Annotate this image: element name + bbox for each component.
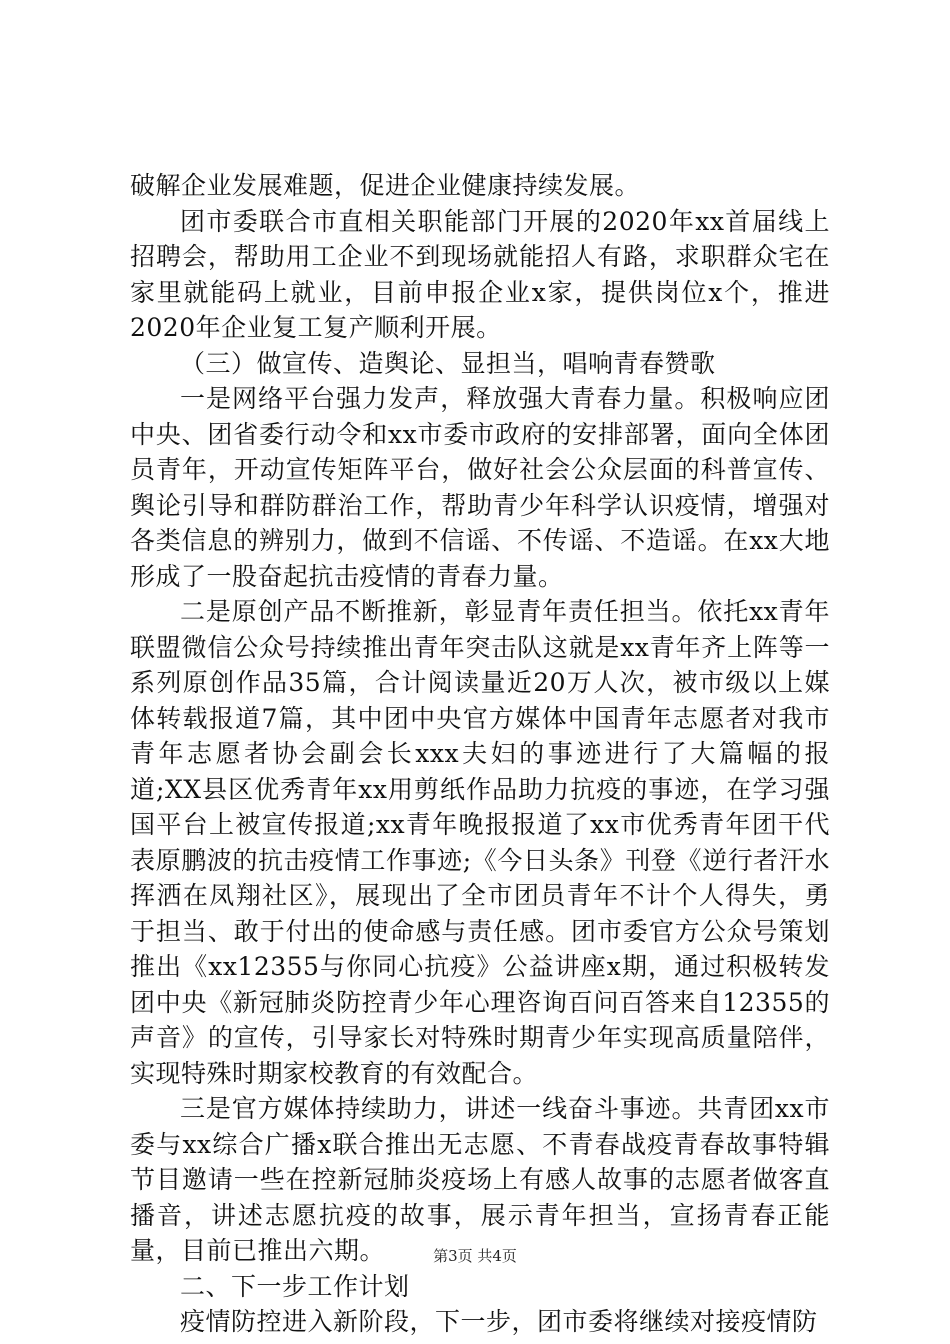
paragraph-5: 二是原创产品不断推新，彰显青年责任担当。依托xx青年联盟微信公众号持续推出青年突击队这就是xx青年齐上阵等一系列原创作品35篇，合计阅读量近20万人次，被市级以上媒体转载报道7篇，其中团中央官方媒体中国青年志愿者对我市青年志愿者协会副会长xxx夫妇的事迹进行了大篇幅的报道;XX县区优秀青年xx用剪纸作品助力抗疫的事迹，在学习强国平台上被宣传报道;xx青年晚报报道了xx市优秀青年团干代表原鹏波的抗击疫情工作事迹;《今日头条》刊登《逆行者汗水挥洒在凤翔社区》，展现出了全市团员青年不计个人得失，勇于担当、敢于付出的使命感与责任感。团市委官方公众号策划推出《xx12355与你同心抗疫》公益讲座x期，通过积极转发团中央《新冠肺炎防控青少年心理咨询百问百答来自12355的声音》的宣传，引导家长对特殊时期青少年实现高质量陪伴，实现特殊时期家校教育的有效配合。 xyxy=(130,597,830,1088)
section-heading-3: （三）做宣传、造舆论、显担当，唱响青春赞歌 xyxy=(180,348,716,378)
paragraph-2: 团市委联合市直相关职能部门开展的2020年xx首届线上招聘会，帮助用工企业不到现场就能招人有路，求职群众宅在家里就能码上就业，目前申报企业x家，提供岗位x个，推进2020年企业复工复产顺利开展。 xyxy=(130,206,830,342)
paragraph-6: 三是官方媒体持续助力，讲述一线奋斗事迹。共青团xx市委与xx综合广播x联合推出无志愿、不青春战疫青春故事特辑节目邀请一些在控新冠肺炎疫场上有感人故事的志愿者做客直播音，讲述志愿抗疫的故事，展示青年担当，宣扬青春正能量，目前已推出六期。 xyxy=(130,1094,830,1265)
page-number-footer: 第3页 共4页 xyxy=(433,1247,517,1265)
section-heading-next-steps: 二、下一步工作计划 xyxy=(180,1271,410,1301)
document-body xyxy=(130,168,830,1340)
paragraph-4: 一是网络平台强力发声，释放强大青春力量。积极响应团中央、团省委行动令和xx市委市政府的安排部署，面向全体团员青年，开动宣传矩阵平台，做好社会公众层面的科普宣传、舆论引导和群防群治工作，帮助青少年科学认识疫情，增强对各类信息的辨别力，做到不信谣、不传谣、不造谣。在xx大地形成了一股奋起抗击疫情的青春力量。 xyxy=(130,384,830,591)
paragraph-1: 破解企业发展难题，促进企业健康持续发展。 xyxy=(130,171,641,200)
paragraph-8: 疫情防控进入新阶段，下一步，团市委将继续对接疫情防 xyxy=(180,1307,818,1336)
